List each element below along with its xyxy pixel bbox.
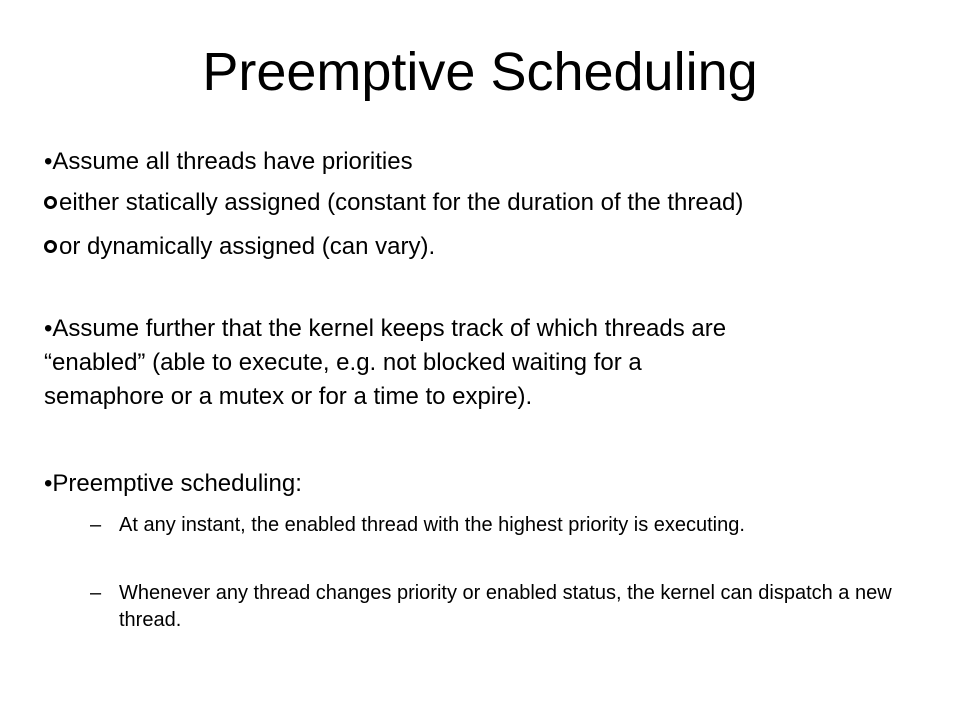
bullet-priorities — [44, 145, 924, 179]
dash-item-dispatch — [90, 580, 930, 634]
bullet-marker: • — [44, 315, 53, 342]
ring-bullet-icon — [44, 196, 57, 209]
bullet-priorities-text: Assume all threads have priorities — [52, 148, 413, 175]
sub-bullet-dynamic — [44, 230, 435, 264]
sub-bullet-static — [44, 186, 743, 220]
bullet-marker: • — [44, 148, 53, 175]
dash-item-instant-text: At any instant, the enabled thread with the highest priority is executing. — [119, 514, 745, 536]
bullet-enabled-line-1 — [44, 312, 924, 346]
dash-item-instant — [90, 512, 930, 539]
bullet-preemptive — [44, 467, 924, 501]
bullet-enabled-text-1: Assume further that the kernel keeps track of which threads are — [52, 315, 727, 342]
dash-item-dispatch-text: Whenever any thread changes priority or enabled status, the kernel can dispatch a new thread. — [119, 582, 892, 631]
sub-bullet-static-text: either statically assigned (constant for the duration of the thread) — [59, 189, 744, 216]
bullet-preemptive-text: Preemptive scheduling: — [52, 470, 302, 497]
dash-marker: – — [90, 582, 102, 604]
bullet-enabled-line-3: semaphore or a mutex or for a time to expire). — [44, 383, 533, 410]
bullet-marker: • — [44, 470, 53, 497]
bullet-enabled-line-2: “enabled” (able to execute, e.g. not blocked waiting for a — [44, 349, 642, 376]
ring-bullet-icon — [44, 240, 57, 253]
sub-bullet-dynamic-text: or dynamically assigned (can vary). — [59, 233, 436, 260]
bullet-enabled — [44, 312, 924, 414]
slide-title: Preemptive Scheduling — [202, 42, 758, 102]
dash-marker: – — [90, 514, 102, 536]
